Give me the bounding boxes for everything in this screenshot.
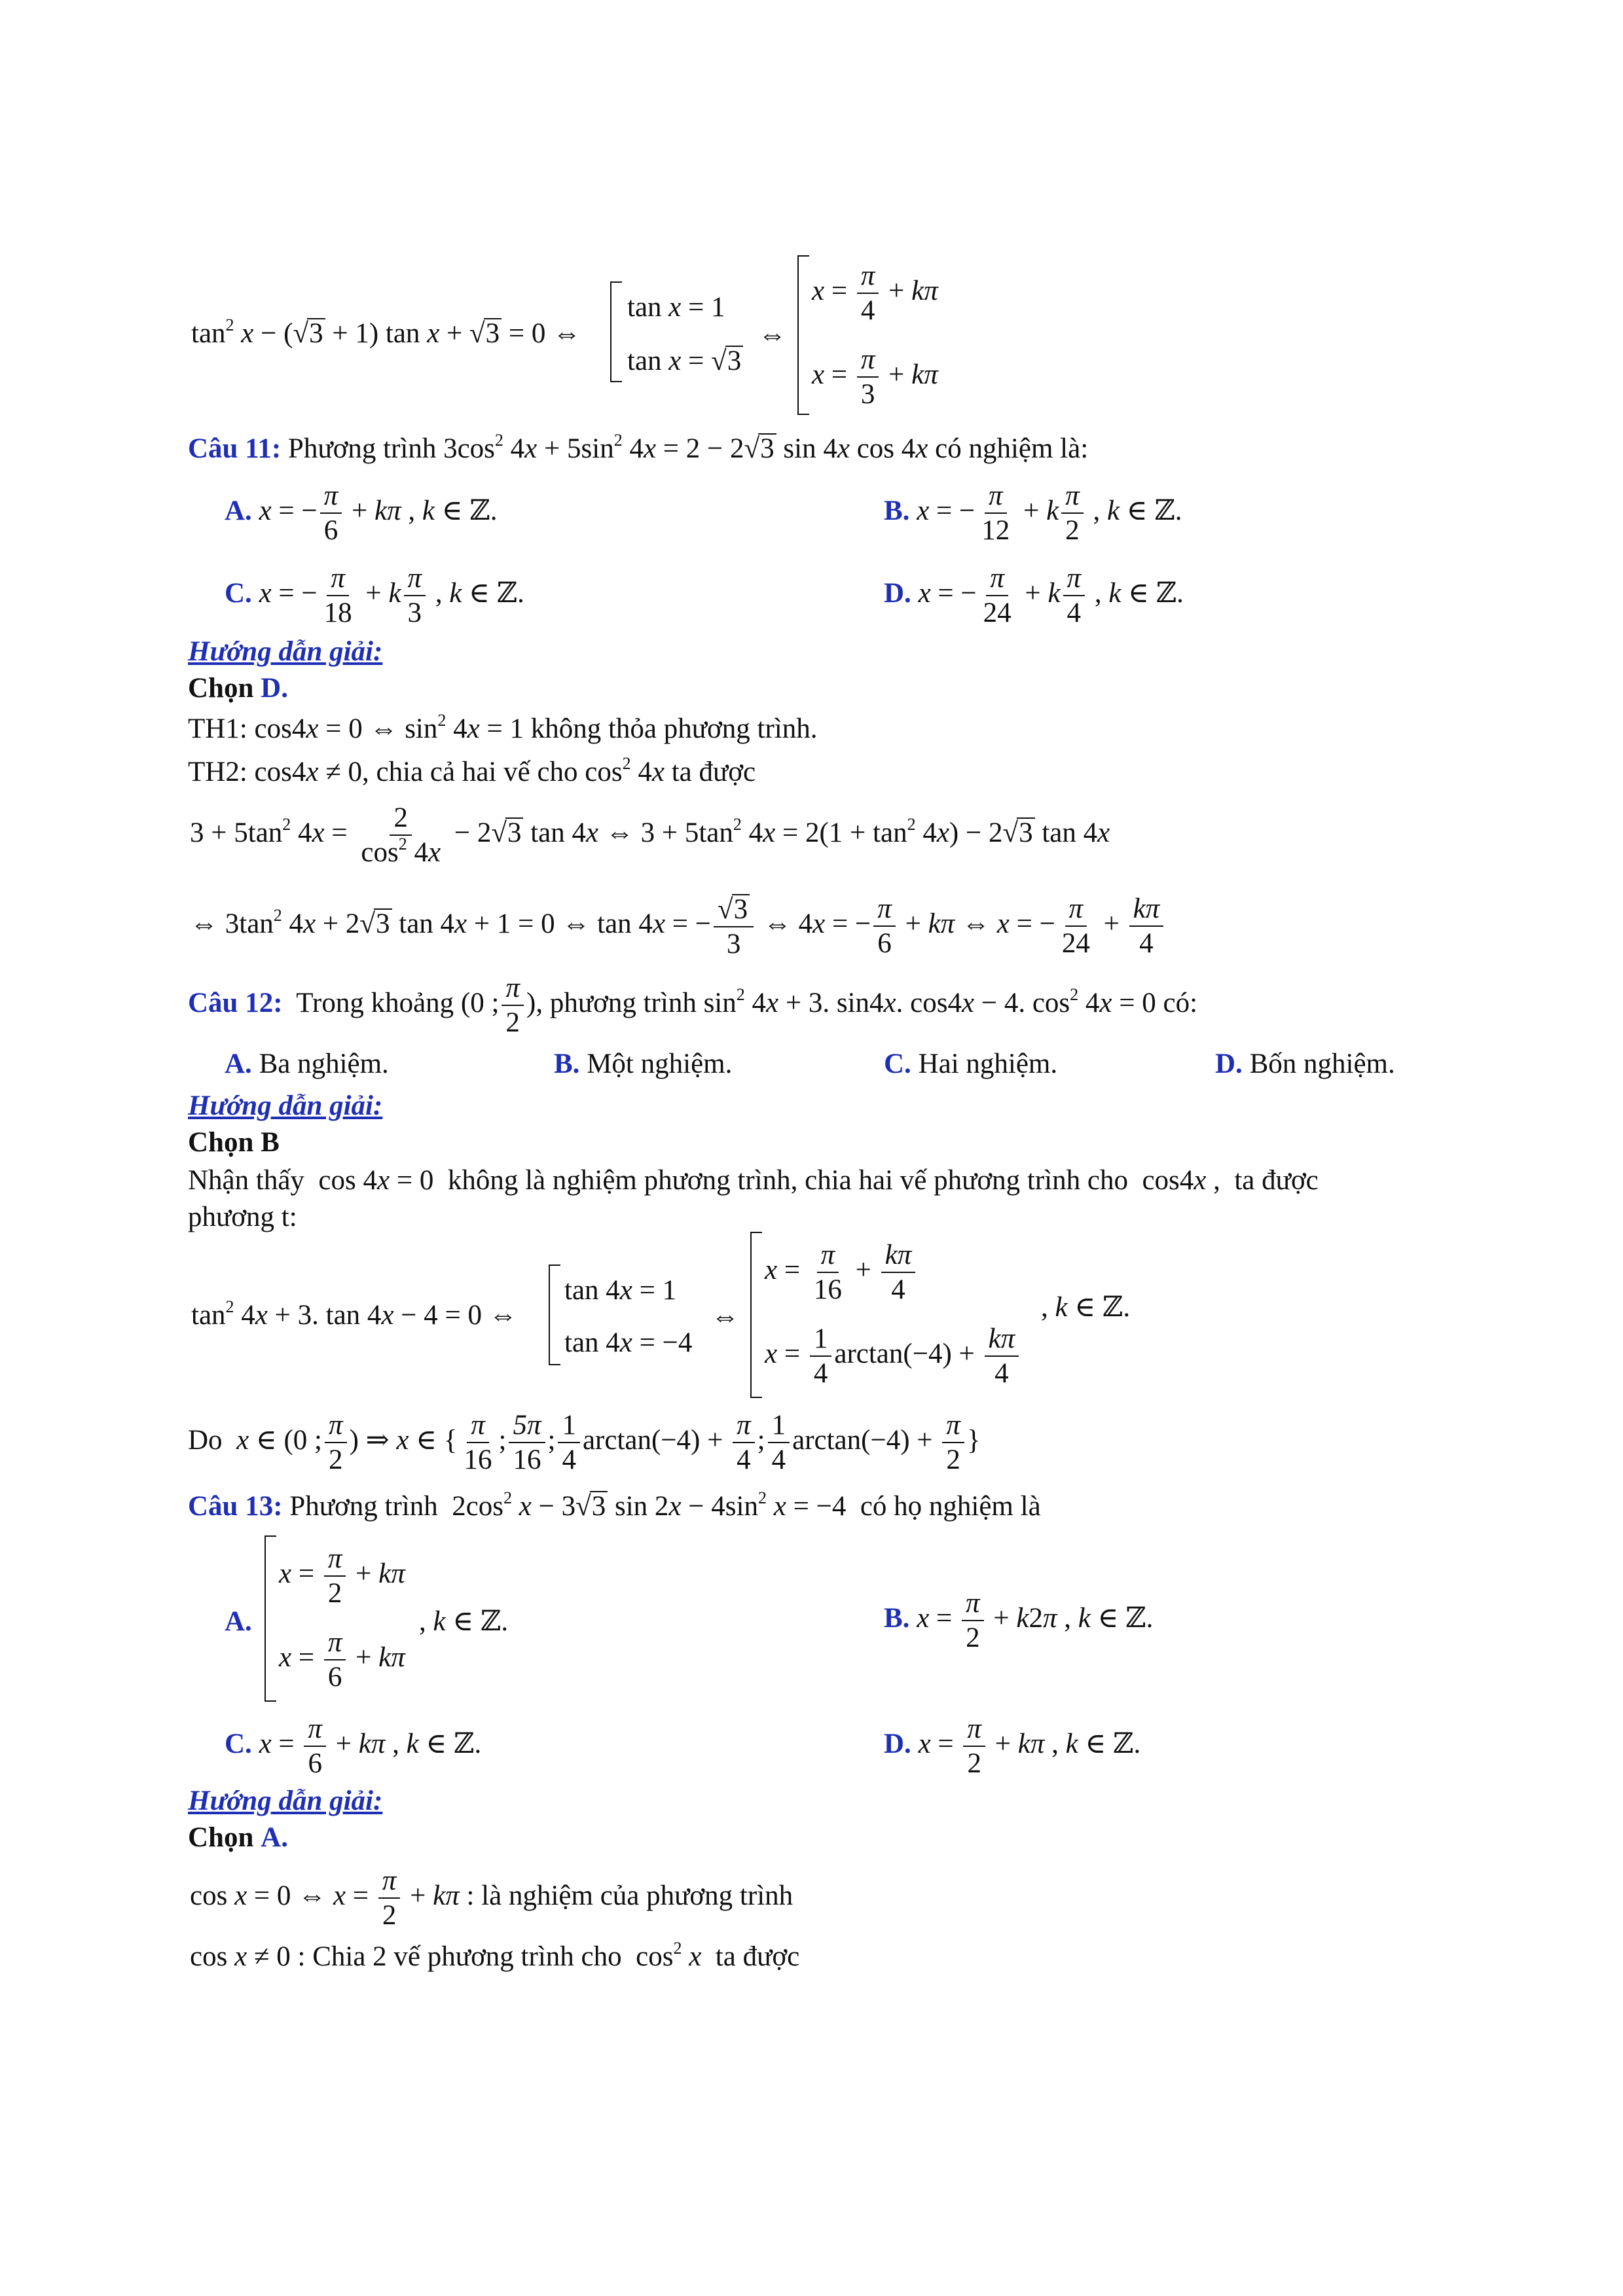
intro-arrow: ⇔ [758, 319, 786, 350]
q13-guide-heading: Hướng dẫn giải: [188, 1785, 383, 1816]
q12-solution-2: x = $\frac{1}{4}$ arctan(−4) + $\frac{k\pi}{4}$ [765, 1325, 1021, 1388]
intro-solution-2: x = $\frac{\pi}{3}$ + kπ [812, 344, 938, 410]
q12-question: Câu 12: Trong khoảng (0 ; $\frac{\pi}{2}$ ), phương trình $\sin^2 4x + 3$. sin4x. cos4x − 4. $\cos^2 4x = 0$ có: [188, 973, 1198, 1038]
q13-question: Câu 13: Phương trình $2\cos^2$ x − 3√3 $\sin 2x - 4\sin^2$ x = −4 có họ nghiệm là [188, 1488, 1041, 1522]
q11-case-1: TH1: cos4x = 0 ⇔ $\sin^2 4x = 1$ không thỏa phương trình. [188, 711, 818, 744]
q12-equation: $\tan^2 4x + 3$. tan 4x − 4 = 0 ⇔ [191, 1297, 517, 1331]
q12-bracket [549, 1265, 560, 1365]
q13-option-a-condition: , k ∈ ℤ. [419, 1606, 509, 1637]
q12-option-c[interactable]: C. Hai nghiệm. [884, 1049, 1058, 1079]
q12-answer: Chọn B [188, 1127, 280, 1158]
q12-case-1: tan 4x = 1 [564, 1275, 677, 1306]
intro-equation: $\tan^2 x - (√3 + 1)$ tan x + √3 = 0 ⇔ [191, 315, 581, 349]
q13-option-a-key[interactable]: A. [225, 1606, 252, 1637]
q11-option-c[interactable]: C. x = − $\frac{\pi}{18}$ + k $\frac{\pi}{3}$ , k ∈ ℤ. [225, 563, 524, 628]
q12-option-d[interactable]: D. Bốn nghiệm. [1215, 1049, 1395, 1079]
intro-bracket [610, 281, 622, 382]
q12-case-2: tan 4x = −4 [564, 1327, 693, 1358]
intro-bracket-2 [797, 255, 809, 415]
q12-note-2: phương t: [188, 1202, 297, 1232]
q11-case-2: TH2: cos4x ≠ 0, chia cả hai vế cho $\cos^2 4x$ ta được [188, 754, 756, 787]
q11-question: Câu 11: Phương trình $3\cos^2$ $4x + 5\sin^2$ 4x = 2 − 2√3 sin 4x cos 4x có nghiệm là: [188, 431, 1089, 464]
q13-answer: Chọn A. [188, 1822, 288, 1853]
q13-option-b[interactable]: B. x = $\frac{\pi}{2}$ + k2π , k ∈ ℤ. [884, 1588, 1154, 1653]
q11-derivation-1: $3 + 5\tan^2$ 4x = $\frac{2}{\cos^2 4x}$ − 2√3 tan 4x ⇔ $3 + 5\tan^2$ $4x = 2(1 + \tan^2 4x) - 2√3$ tan 4x [190, 802, 1110, 868]
q11-guide-heading: Hướng dẫn giải: [188, 636, 383, 667]
q12-note-1: Nhận thấy cos 4x = 0 không là nghiệm phương trình, chia hai vế phương trình cho cos4x , ta được [188, 1165, 1319, 1196]
m-intro-eq [0, 0, 1, 1]
q11-option-a[interactable]: A. x = − $\frac{\pi}{6}$ + kπ , k ∈ ℤ. [225, 480, 498, 546]
q12-option-a[interactable]: A. Ba nghiệm. [225, 1049, 389, 1079]
intro-case-1: tan x = 1 [627, 292, 725, 323]
q12-guide-heading: Hướng dẫn giải: [188, 1090, 383, 1121]
q12-bracket-2 [750, 1232, 762, 1398]
q12-conclusion: Do x ∈ (0 ; $\frac{\pi}{2}$ ) ⇒ x ∈ { $\frac{\pi}{16}$ ; $\frac{5\pi}{16}$ ; $\frac{1}{4}$ arctan(−4) + $\frac{\pi}{4}$ ; $\frac{1}{4}$ arctan(−4) + $\frac{\pi}{2}$ } [188, 1410, 981, 1475]
q12-solution-1: x = $\frac{\pi}{16}$ + $\frac{k\pi}{4}$ [765, 1241, 918, 1304]
q13-option-a-bracket [264, 1535, 276, 1702]
intro-solution-1: x = $\frac{\pi}{4}$ + kπ [812, 260, 938, 326]
q12-integer-condition: , k ∈ ℤ. [1041, 1292, 1131, 1323]
q13-option-d[interactable]: D. x = $\frac{\pi}{2}$ + kπ , k ∈ ℤ. [884, 1713, 1141, 1779]
q13-case-1: cos x = 0 ⇔ x = $\frac{\pi}{2}$ + kπ : là nghiệm của phương trình [190, 1865, 793, 1931]
q12-arrow: ⇔ [711, 1301, 739, 1332]
q11-option-d[interactable]: D. x = − $\frac{\pi}{24}$ + k $\frac{\pi}{4}$ , k ∈ ℤ. [884, 563, 1184, 628]
q13-case-2: cos x ≠ 0 : Chia 2 vế phương trình cho $\cos^2 x$ ta được [190, 1939, 800, 1972]
q11-answer: Chọn D. [188, 673, 288, 704]
q11-derivation-2: ⇔ $3\tan^2$ 4x + 2√3 tan 4x + 1 = 0 ⇔ tan 4x = − $\frac{√3}{3}$ ⇔ 4x = − $\frac{\pi}{6}$ + kπ ⇔ x = − $\frac{\pi}{24}$ + $\frac{k\pi}{4}$ [190, 894, 1166, 958]
q12-option-b[interactable]: B. Một nghiệm. [554, 1049, 733, 1079]
q13-option-a-sol-2[interactable]: x = $\frac{\pi}{6}$ + kπ [279, 1627, 405, 1693]
intro-case-2: tan x = √3 [627, 346, 743, 375]
q11-option-b[interactable]: B. x = − $\frac{\pi}{12}$ + k $\frac{\pi}{2}$ , k ∈ ℤ. [884, 480, 1182, 546]
q13-option-c[interactable]: C. x = $\frac{\pi}{6}$ + kπ , k ∈ ℤ. [225, 1713, 482, 1779]
q13-option-a-sol-1[interactable]: x = $\frac{\pi}{2}$ + kπ [279, 1543, 405, 1609]
